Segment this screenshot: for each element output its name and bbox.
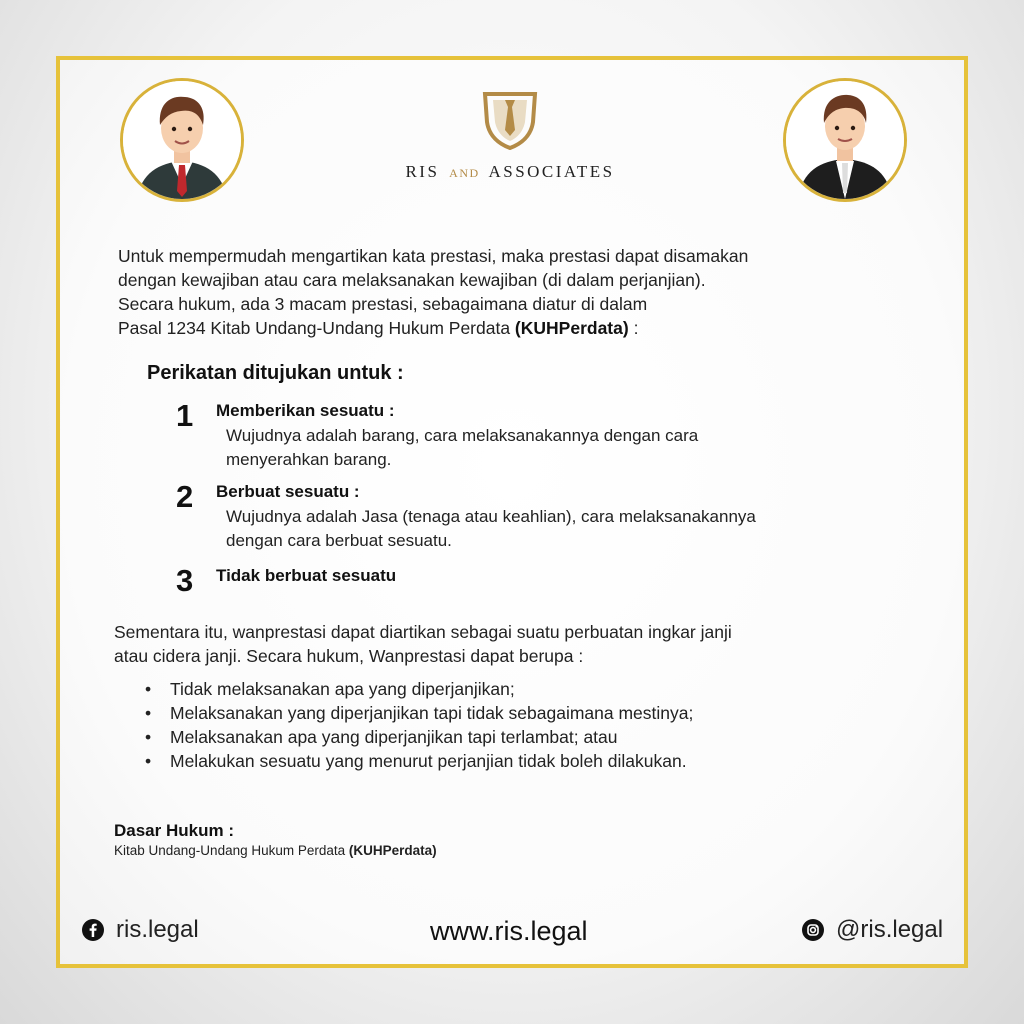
shield-tie-icon [481,88,539,150]
wanprestasi-line: Sementara itu, wanprestasi dapat diartikan sebagai suatu perbuatan ingkar janji [114,622,732,642]
list-item: • Tidak melaksanakan apa yang diperjanjikan; [145,677,693,701]
brand-name-ris: RIS [405,162,440,181]
intro-line-4-colon: : [628,318,639,338]
facebook-icon [82,919,104,941]
list-item: • Melakukan sesuatu yang menurut perjanjian tidak boleh dilakukan. [145,749,693,773]
item-description-line: Wujudnya adalah Jasa (tenaga atau keahlian), cara melaksanakannya [226,507,756,526]
facebook-handle: ris.legal [116,916,199,943]
intro-line-4-text: Pasal 1234 Kitab Undang-Undang Hukum Perdata [118,318,515,338]
intro-line-4-bold: (KUHPerdata) [514,318,629,338]
brand-logo [380,88,640,182]
item-description-line: menyerahkan barang. [226,450,392,469]
brand-name [380,162,640,182]
wanprestasi-paragraph [114,620,874,668]
item-number: 2 [176,479,194,514]
list-item: • Melaksanakan yang diperjanjikan tapi tidak sebagaimana mestinya; [145,701,693,725]
item-heading: Memberikan sesuatu : [216,401,395,420]
wanprestasi-line: atau cidera janji. Secara hukum, Wanprestasi dapat berupa : [114,646,584,666]
instagram-icon [802,919,824,941]
item-heading: Berbuat sesuatu : [216,482,360,501]
instagram-handle: @ris.legal [836,916,944,943]
wanprestasi-list [145,677,693,773]
intro-line: Untuk mempermudah mengartikan kata prestasi, maka prestasi dapat disamakan [118,246,749,266]
dasar-hukum-source: Kitab Undang-Undang Hukum Perdata [114,843,349,858]
item-number: 3 [176,563,194,598]
intro-line: dengan kewajiban atau cara melaksanakan kewajiban (di dalam perjanjian). [118,270,706,290]
avatar-lawyer-red-tie [120,78,244,202]
intro-line [118,316,878,340]
section-title: Perikatan ditujukan untuk : [147,362,404,384]
instagram-link[interactable] [802,916,943,944]
list-item: • Melaksanakan apa yang diperjanjikan tapi terlambat; atau [145,725,693,749]
item-description [226,424,846,472]
avatar-lawyer-robe [783,78,907,202]
website-link[interactable]: www.ris.legal [430,916,588,946]
dasar-hukum-title: Dasar Hukum : [114,821,234,840]
intro-paragraph [118,244,878,340]
brand-name-and: AND [449,166,480,180]
item-number: 1 [176,398,194,433]
dasar-hukum-text [114,843,437,858]
item-heading: Tidak berbuat sesuatu [216,566,397,585]
dasar-hukum-abbrev: (KUHPerdata) [348,843,437,858]
item-description-line: dengan cara berbuat sesuatu. [226,531,452,550]
brand-name-associates: ASSOCIATES [488,162,615,181]
item-description [226,505,846,553]
facebook-link[interactable] [82,916,199,944]
item-description-line: Wujudnya adalah barang, cara melaksanakannya dengan cara [226,426,699,445]
intro-line: Secara hukum, ada 3 macam prestasi, sebagaimana diatur di dalam [118,294,648,314]
